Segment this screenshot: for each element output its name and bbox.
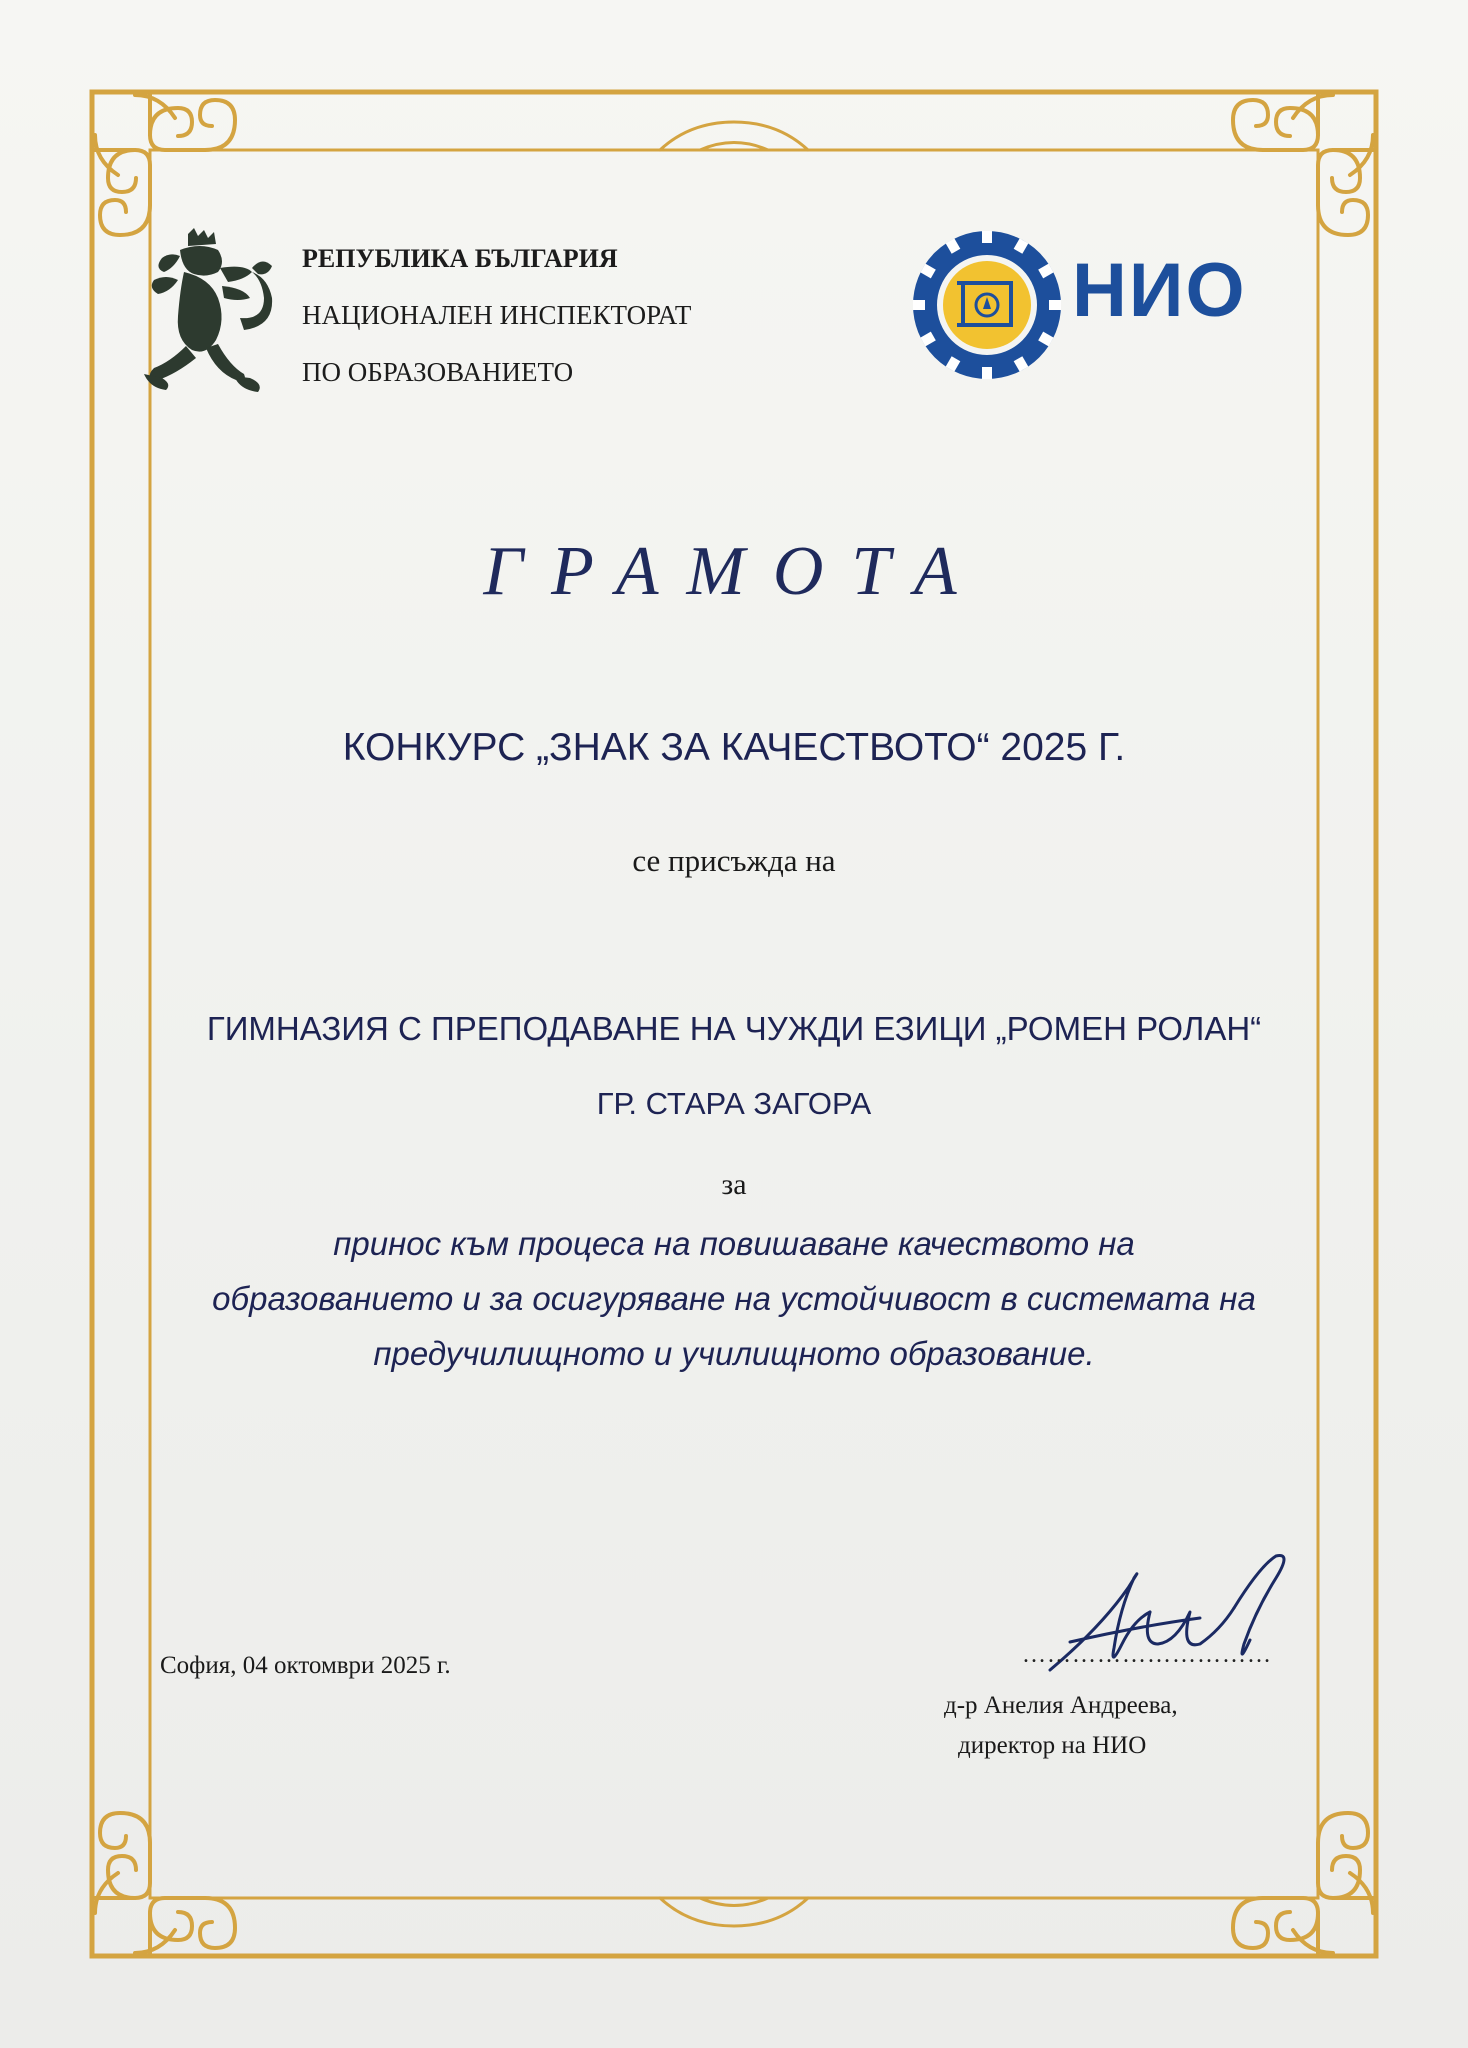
school-city: ГР. СТАРА ЗАГОРА xyxy=(596,1086,872,1121)
contest-name: КОНКУРС „ЗНАК ЗА КАЧЕСТВОТО“ 2025 Г. xyxy=(342,726,1126,769)
nio-logo-text: НИО xyxy=(1072,248,1247,333)
for-label: за xyxy=(721,1168,747,1201)
awarded-to-label: се присъжда на xyxy=(632,843,836,878)
school-name: ГИМНАЗИЯ С ПРЕПОДАВАНЕ НА ЧУЖДИ ЕЗИЦИ „РОМЕН РОЛАН“ xyxy=(206,1010,1262,1047)
frame-corner-top-left xyxy=(95,95,235,235)
signature-line: ………………………… xyxy=(1022,1642,1272,1668)
frame-corner-top-right xyxy=(1233,95,1373,235)
signer-title: директор на НИО xyxy=(958,1732,1147,1759)
header-country: РЕПУБЛИКА БЪЛГАРИЯ xyxy=(302,244,618,273)
coat-of-arms-lion-icon xyxy=(140,228,280,408)
frame-corner-bottom-left xyxy=(95,1813,235,1953)
header-institution-line1: НАЦИОНАЛЕН ИНСПЕКТОРАТ xyxy=(302,300,692,330)
award-reason xyxy=(150,1216,1318,1381)
issue-date: София, 04 октомври 2025 г. xyxy=(160,1652,451,1679)
header-institution-line2: ПО ОБРАЗОВАНИЕТО xyxy=(302,357,574,387)
reason-line: принос към процеса на повишаване качеството на xyxy=(333,1225,1135,1262)
reason-line: предучилищното и училищното образование. xyxy=(373,1335,1095,1372)
institution-header xyxy=(302,230,691,401)
signer-name: д-р Анелия Андреева, xyxy=(944,1692,1178,1719)
nio-logo-icon xyxy=(912,230,1062,380)
certificate-title: ГРАМОТА xyxy=(483,533,985,610)
frame-corner-bottom-right xyxy=(1233,1813,1373,1953)
reason-line: образованието и за осигуряване на устойчивост в системата на xyxy=(212,1280,1256,1317)
signer-block xyxy=(944,1686,1178,1766)
